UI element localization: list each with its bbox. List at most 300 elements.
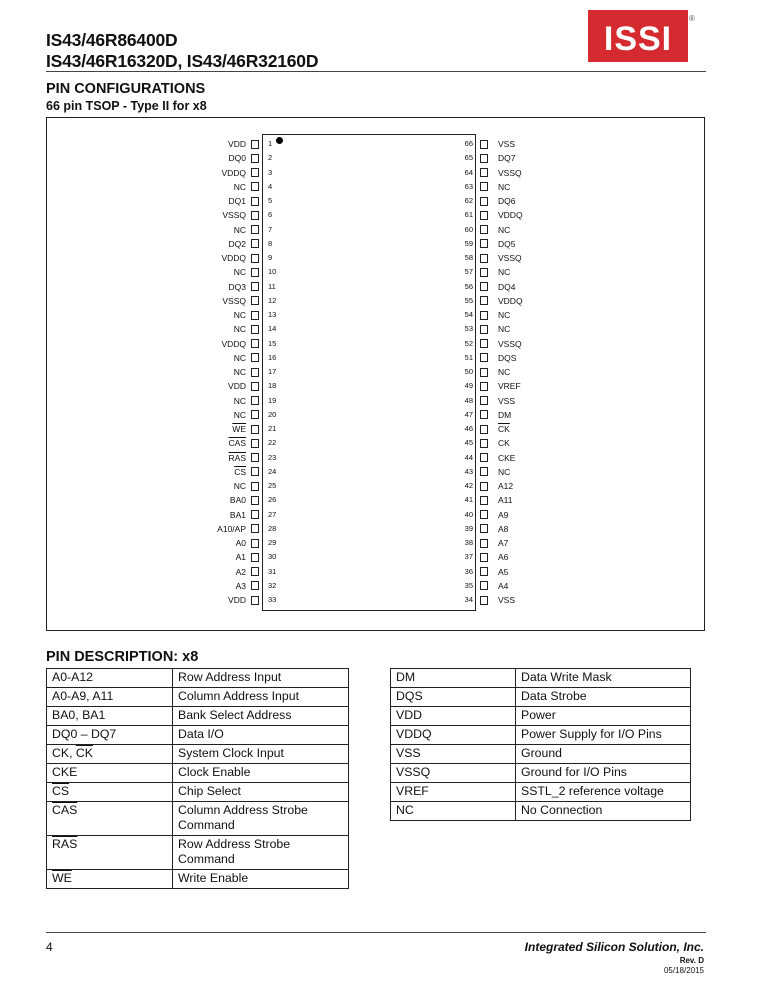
pin-number-left: 4 [268,181,273,191]
pin-pad-left [251,368,259,377]
pin-pad-left [251,382,259,391]
pin-number-left: 24 [268,466,277,476]
pin-number-left: 6 [268,210,273,220]
pin-name-right: VSS [498,595,516,605]
pin-symbol-cell [391,688,516,707]
pin-number-right: 59 [464,238,473,248]
pin-symbol: DQ0 – DQ7 [52,727,117,741]
pin-number-right: 36 [464,566,473,576]
pin-pad-right [480,439,488,448]
pin-name-left: VSSQ [222,210,246,221]
pin-pad-left [251,182,259,191]
pin-pad-left [251,339,259,348]
pin-name-left: $\overline{CS}$ [234,466,246,477]
pin-name-right: NC [498,181,511,192]
pin-description-table-left [46,668,349,889]
pin-name-right: A9 [498,509,509,520]
pin-symbol-cell [47,669,173,688]
pin-number-right: 64 [464,167,473,177]
pin-symbol-cell [47,802,173,836]
pin-pad-left [251,325,259,334]
pin-number-left: 9 [268,253,273,262]
pin-name-left: NC [233,267,246,278]
pin-name-right: VREF [498,381,521,392]
pin-function: Row Address Input [178,670,282,684]
pin-symbol: VDD [396,708,422,722]
pin-pad-right [480,282,488,291]
pin-symbol-cell [47,745,173,764]
pin-function-cell [173,836,349,870]
pin-number-right: 34 [464,595,473,604]
pin-name-right: $\overline{CK}$ [498,424,510,434]
pin-pad-right [480,353,488,362]
pin-symbol: VDDQ [396,727,432,741]
pin-function: No Connection [521,803,603,817]
pin-name-right: DM [498,409,512,420]
pin-number-right: 37 [464,552,473,562]
pin-symbol-cell [391,764,516,783]
pin-description-row [47,726,349,745]
pin-configurations-heading: PIN CONFIGURATIONS [46,81,206,97]
pin-description-row [47,836,349,870]
pin-number-right: 40 [464,509,473,519]
pin-pad-left [251,154,259,163]
company-name: Integrated Silicon Solution, Inc. [524,940,704,954]
pin-description-heading: PIN DESCRIPTION: x8 [46,649,199,665]
pin-name-left: A0 [235,538,246,548]
pin-name-right: A4 [498,580,509,591]
pin-pad-left [251,524,259,533]
pin-pad-right [480,197,488,206]
pin-symbol-cell [391,726,516,745]
logo-text: ISSI [603,20,673,58]
pin-name-left: $\overline{WE}$ [232,424,246,434]
pin-number-right: 41 [464,495,473,505]
pin-number-right: 58 [464,253,473,262]
pin-number-right: 63 [464,181,473,191]
pin-number-left: 26 [268,495,277,505]
pin-pad-left [251,482,259,491]
pin-function: Ground for I/O Pins [521,765,627,779]
pin-pad-left [251,581,259,590]
pin-name-left: BA0 [229,495,246,506]
pin-pad-right [480,596,488,605]
pin-function-cell [173,764,349,783]
pin-number-left: 32 [268,580,277,590]
pin-number-left: 13 [268,310,277,319]
pin-name-right: A6 [498,552,509,563]
pin-pad-right [480,510,488,519]
pin-pad-right [480,239,488,248]
pin-name-right: DQ4 [498,281,516,292]
pin-symbol-cell [47,726,173,745]
pin-pad-left [251,211,259,220]
pin-function-cell [173,726,349,745]
pin-number-left: 12 [268,295,277,305]
pin-name-left: $\overline{CAS}$ [228,438,246,449]
pin-function-cell [516,707,691,726]
pin-name-left: DQ1 [228,196,246,206]
pin-name-left: NC [233,181,246,192]
pin-pad-right [480,553,488,562]
pin-name-left: VDDQ [221,253,246,263]
pin-name-right: A5 [498,566,509,577]
pin-symbol: VSS [396,746,421,760]
pin-number-left: 11 [268,281,276,291]
pin-pad-left [251,140,259,149]
pin-name-right: VSSQ [498,253,522,263]
pin-function: Write Enable [178,871,249,885]
pin-function: Bank Select Address [178,708,292,722]
revision-label: Rev. D [679,956,704,965]
package-subtitle: 66 pin TSOP - Type II for x8 [46,99,207,113]
pin-pad-right [480,382,488,391]
pin-pad-left [251,168,259,177]
pin-name-left: NC [233,310,246,320]
pin-number-right: 54 [464,310,473,319]
pin-description-row [47,669,349,688]
pin-name-left: A3 [235,580,246,591]
pin-name-left: DQ3 [228,281,246,292]
pin-pad-left [251,254,259,263]
pin-pad-right [480,154,488,163]
pin-symbol: DM [396,670,416,684]
pin-number-left: 21 [268,424,277,433]
pin-function-cell [173,802,349,836]
pin-pad-left [251,496,259,505]
pin-number-left: 30 [268,552,277,562]
pin-name-left: $\overline{RAS}$ [228,452,246,463]
pin-name-left: VDD [228,139,246,149]
pin-pad-left [251,425,259,434]
pin-pad-left [251,553,259,562]
pin-name-left: DQ0 [228,153,246,164]
pin-symbol: NC [396,803,414,817]
pin-number-right: 56 [464,281,473,291]
pin-pad-left [251,410,259,419]
pin-number-right: 42 [464,481,473,490]
pin-name-right: VSS [498,395,516,406]
pin-pad-left [251,225,259,234]
pin-symbol: A0-A9, A11 [52,689,114,703]
pin-function-cell [173,783,349,802]
pin-symbol: $\overline{CS}$ [52,784,70,798]
pin-description-row [391,669,691,688]
pin-number-right: 62 [464,196,473,205]
pin-description-row [47,764,349,783]
pin-pad-right [480,311,488,320]
pin-pad-right [480,581,488,590]
pin1-indicator-dot [276,137,283,144]
pin-pad-left [251,239,259,248]
pin-symbol: $\overline{RAS}$ [52,837,78,851]
issi-logo [588,10,696,62]
pin-name-left: VSSQ [222,295,246,306]
pin-function-cell [516,764,691,783]
pin-function-cell [173,745,349,764]
pin-symbol-cell [47,764,173,783]
pin-pad-left [251,296,259,305]
pin-name-left: NC [233,481,246,491]
pin-function: Power Supply for I/O Pins [521,727,662,741]
pin-name-right: NC [498,267,511,278]
pin-number-right: 50 [464,367,473,376]
pin-description-row [391,688,691,707]
pin-symbol-cell [47,783,173,802]
pin-symbol: A0-A12 [52,670,94,684]
pin-number-right: 45 [464,438,473,448]
pin-pad-right [480,539,488,548]
pin-function-cell [516,745,691,764]
pin-name-right: A12 [498,481,514,491]
pin-name-right: A8 [498,523,509,534]
pin-symbol-cell [391,802,516,821]
document-title-line-1: IS43/46R86400D [46,30,178,50]
pin-function-cell [173,870,349,889]
revision-date: 05/18/2015 [663,966,704,975]
pin-number-right: 60 [464,224,473,234]
pin-pad-right [480,396,488,405]
pin-symbol: CKE [52,765,78,779]
pin-pad-right [480,410,488,419]
pin-description-row [47,688,349,707]
pin-symbol-cell [47,870,173,889]
pin-number-left: 14 [268,324,277,334]
pin-pad-right [480,325,488,334]
pin-symbol: VSSQ [396,765,431,779]
pin-function: Column Address Input [178,689,299,703]
pin-symbol: DQS [396,689,423,703]
pin-pad-left [251,197,259,206]
pin-symbol: CK, $\overline{CK}$ [52,746,94,760]
pin-name-right: NC [498,310,511,320]
pin-number-right: 47 [464,409,473,419]
pin-function: Row Address Strobe Command [178,837,291,866]
pin-pad-left [251,567,259,576]
pin-symbol: $\overline{WE}$ [52,871,72,885]
pin-pad-right [480,182,488,191]
pin-pad-right [480,225,488,234]
pin-function-cell [173,669,349,688]
pin-symbol-cell [47,836,173,870]
document-title-line-2: IS43/46R16320D, IS43/46R32160D [46,51,319,71]
pin-name-left: DQ2 [228,238,246,249]
pin-number-right: 35 [464,580,473,590]
pin-function-cell [173,688,349,707]
pin-name-right: NC [498,324,511,335]
pin-name-right: VSSQ [498,167,522,178]
pin-number-left: 20 [268,409,277,419]
pin-name-left: NC [233,224,246,235]
pin-name-right: CKE [498,452,516,463]
pin-description-row [47,870,349,889]
pin-description-row [47,707,349,726]
pin-function-cell [516,726,691,745]
pin-function: Ground [521,746,563,760]
pin-number-left: 31 [268,566,277,576]
pin-name-left: VDDQ [221,338,246,349]
pin-function: Clock Enable [178,765,251,779]
pin-name-right: DQ5 [498,238,516,249]
pin-name-left: NC [233,367,246,377]
pin-symbol: BA0, BA1 [52,708,106,722]
pin-function: Data Strobe [521,689,587,703]
pin-pad-right [480,453,488,462]
pin-name-right: NC [498,224,511,235]
pin-name-right: VDDQ [498,210,523,221]
pin-number-right: 38 [464,538,473,547]
pin-number-right: 65 [464,153,473,163]
pin-name-right: VSSQ [498,338,522,349]
pin-number-right: 51 [464,352,473,362]
pin-function-cell [516,669,691,688]
pin-symbol: $\overline{CAS}$ [52,803,78,817]
pin-pad-left [251,596,259,605]
pin-pad-right [480,339,488,348]
pin-name-right: DQ6 [498,196,516,206]
pin-number-left: 1 [268,139,273,148]
pin-pad-right [480,496,488,505]
pin-description-row [391,726,691,745]
pin-function: Chip Select [178,784,241,798]
pin-number-left: 16 [268,352,277,362]
pin-pad-left [251,311,259,320]
pin-pad-left [251,396,259,405]
pin-number-left: 18 [268,381,277,391]
pin-symbol-cell [47,707,173,726]
pin-pad-left [251,282,259,291]
pin-name-right: A11 [498,495,513,506]
pin-name-left: A2 [235,566,246,577]
logo-registered-mark: ® [689,14,695,23]
pin-name-left: VDDQ [221,167,246,178]
pin-description-row [391,745,691,764]
pin-symbol: VREF [396,784,429,798]
pin-name-left: NC [233,352,246,363]
pin-pad-left [251,453,259,462]
pin-function: Data Write Mask [521,670,612,684]
pin-function-cell [516,783,691,802]
pin-description-row [47,783,349,802]
pin-function-cell [516,802,691,821]
pin-pad-right [480,425,488,434]
footer-rule [46,932,706,933]
pin-symbol-cell [391,745,516,764]
pin-name-right: NC [498,466,511,477]
pin-number-left: 5 [268,196,273,205]
pin-pad-right [480,368,488,377]
pin-pad-left [251,268,259,277]
pin-name-right: DQS [498,352,517,363]
pin-description-row [391,783,691,802]
pin-name-left: VDD [228,381,246,392]
pin-name-left: NC [233,395,246,406]
pin-number-left: 29 [268,538,277,547]
pin-pad-right [480,482,488,491]
pin-number-right: 52 [464,338,473,348]
pin-pad-right [480,168,488,177]
pin-name-left: NC [233,409,246,420]
pin-number-left: 8 [268,238,273,248]
pin-number-left: 19 [268,395,277,405]
pin-number-right: 44 [464,452,473,462]
pin-number-left: 2 [268,153,273,163]
pin-number-left: 33 [268,595,277,604]
pin-name-left: BA1 [229,509,246,520]
pin-number-right: 48 [464,395,473,405]
pin-number-right: 53 [464,324,473,334]
pin-pad-right [480,296,488,305]
pin-name-right: VDDQ [498,295,523,306]
pin-number-right: 55 [464,295,473,305]
pin-number-left: 7 [268,224,273,234]
pin-number-left: 3 [268,167,273,177]
pin-pad-right [480,254,488,263]
header-rule [46,71,706,72]
pin-description-table-right [390,668,691,821]
pin-description-row [47,745,349,764]
pin-symbol-cell [391,707,516,726]
pin-pad-right [480,524,488,533]
pin-symbol-cell [391,783,516,802]
pin-number-right: 46 [464,424,473,433]
pin-pad-left [251,439,259,448]
pin-pad-left [251,467,259,476]
pin-pad-left [251,510,259,519]
pin-pad-left [251,353,259,362]
pin-number-right: 57 [464,267,473,277]
pin-pad-left [251,539,259,548]
pin-name-right: A7 [498,538,509,548]
pin-number-left: 15 [268,338,277,348]
chip-package-outline [262,134,476,611]
pin-number-right: 61 [464,210,473,220]
pin-symbol-cell [47,688,173,707]
pin-number-left: 17 [268,367,277,376]
pin-description-row [391,802,691,821]
pin-pad-right [480,140,488,149]
pin-number-right: 43 [464,466,473,476]
pin-number-right: 49 [464,381,473,391]
pin-number-left: 27 [268,509,277,519]
pin-function: SSTL_2 reference voltage [521,784,664,798]
pin-function: Power [521,708,556,722]
pin-pad-right [480,567,488,576]
pin-name-right: VSS [498,139,516,149]
pin-name-right: NC [498,367,511,377]
pin-pad-right [480,467,488,476]
pin-pad-right [480,268,488,277]
pin-number-right: 39 [464,523,473,533]
pin-name-left: A1 [235,552,246,563]
pin-name-left: A10/AP [217,523,246,534]
pin-number-left: 25 [268,481,277,490]
pin-description-row [391,707,691,726]
pin-number-right: 66 [464,139,473,148]
pin-number-left: 28 [268,523,277,533]
pin-name-left: NC [233,324,246,335]
pin-function-cell [173,707,349,726]
pin-name-right: CK [498,438,510,449]
pin-name-right: DQ7 [498,153,516,164]
pin-number-left: 22 [268,438,277,448]
page-number: 4 [46,940,53,954]
pin-number-left: 10 [268,267,277,277]
pin-description-row [391,764,691,783]
pin-symbol-cell [391,669,516,688]
pin-name-left: VDD [228,595,246,605]
pin-function: Column Address Strobe Command [178,803,308,832]
